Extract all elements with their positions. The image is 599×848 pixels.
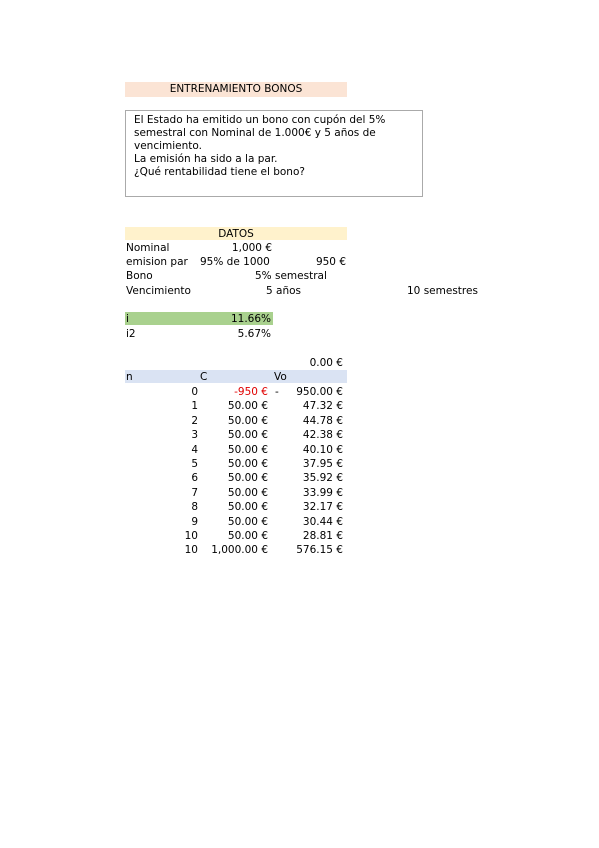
emision-desc: 95% de 1000 bbox=[200, 256, 270, 268]
vencimiento-semesters: 10 semestres bbox=[407, 285, 478, 297]
table-cell-c: 50.00 € bbox=[227, 516, 268, 528]
datos-header bbox=[125, 227, 347, 240]
table-cell-n: 3 bbox=[191, 429, 198, 441]
page-title: ENTRENAMIENTO BONOS bbox=[169, 83, 303, 95]
emision-value: 950 € bbox=[315, 256, 346, 268]
i-row bbox=[125, 312, 273, 325]
statement-line: vencimiento. bbox=[134, 140, 202, 152]
statement-line: semestral con Nominal de 1.000€ y 5 años de bbox=[134, 127, 376, 139]
table-cell-c: 1,000.00 € bbox=[211, 544, 268, 556]
emision-label: emision par bbox=[126, 256, 188, 268]
table-cell-n: 8 bbox=[191, 501, 198, 513]
header-c: C bbox=[200, 371, 208, 383]
table-cell-vo: 40.10 € bbox=[302, 444, 343, 456]
table-cell-vo: 47.32 € bbox=[302, 400, 343, 412]
table-cell-dash: - bbox=[275, 386, 279, 398]
table-cell-n: 2 bbox=[191, 415, 198, 427]
table-cell-vo: 33.99 € bbox=[302, 487, 343, 499]
header-n: n bbox=[126, 371, 133, 383]
table-cell-vo: 576.15 € bbox=[296, 544, 343, 556]
vencimiento-label: Vencimiento bbox=[126, 285, 191, 297]
vencimiento-years: 5 años bbox=[266, 285, 302, 297]
title-band bbox=[125, 82, 347, 97]
table-cell-c: 50.00 € bbox=[227, 487, 268, 499]
datos-header-label: DATOS bbox=[218, 228, 254, 240]
table-cell-c: -950 € bbox=[234, 386, 268, 398]
table-cell-vo: 950.00 € bbox=[296, 386, 343, 398]
table-cell-vo: 35.92 € bbox=[302, 472, 343, 484]
table-cell-c: 50.00 € bbox=[227, 400, 268, 412]
table-cell-vo: 32.17 € bbox=[302, 501, 343, 513]
bono-label: Bono bbox=[126, 270, 153, 282]
i-label: i bbox=[126, 313, 129, 325]
table-cell-n: 10 bbox=[184, 544, 198, 556]
table-cell-n: 1 bbox=[191, 400, 198, 412]
table-header bbox=[125, 370, 347, 383]
i2-label: i2 bbox=[126, 328, 136, 340]
bono-value: 5% semestral bbox=[255, 270, 327, 282]
header-vo: Vo bbox=[274, 371, 287, 383]
table-cell-vo: 30.44 € bbox=[302, 516, 343, 528]
table-cell-c: 50.00 € bbox=[227, 530, 268, 542]
problem-statement bbox=[125, 110, 423, 197]
table-cell-n: 0 bbox=[191, 386, 198, 398]
table-cell-n: 7 bbox=[191, 487, 198, 499]
table-cell-n: 5 bbox=[191, 458, 198, 470]
table-cell-n: 4 bbox=[191, 444, 198, 456]
i-value: 11.66% bbox=[230, 313, 271, 325]
table-cell-c: 50.00 € bbox=[227, 415, 268, 427]
table-cell-n: 9 bbox=[191, 516, 198, 528]
i2-value: 5.67% bbox=[237, 328, 271, 340]
table-cell-c: 50.00 € bbox=[227, 472, 268, 484]
sum-value: 0.00 € bbox=[309, 357, 343, 369]
statement-line: ¿Qué rentabilidad tiene el bono? bbox=[134, 166, 305, 178]
statement-line: El Estado ha emitido un bono con cupón del 5% bbox=[134, 114, 386, 126]
table-cell-vo: 28.81 € bbox=[302, 530, 343, 542]
table-cell-c: 50.00 € bbox=[227, 429, 268, 441]
table-cell-n: 6 bbox=[191, 472, 198, 484]
table-cell-vo: 44.78 € bbox=[302, 415, 343, 427]
table-cell-c: 50.00 € bbox=[227, 444, 268, 456]
nominal-value: 1,000 € bbox=[231, 242, 272, 254]
table-cell-vo: 37.95 € bbox=[302, 458, 343, 470]
table-cell-c: 50.00 € bbox=[227, 501, 268, 513]
table-cell-c: 50.00 € bbox=[227, 458, 268, 470]
table-cell-n: 10 bbox=[184, 530, 198, 542]
table-cell-vo: 42.38 € bbox=[302, 429, 343, 441]
statement-line: La emisión ha sido a la par. bbox=[134, 153, 278, 165]
nominal-label: Nominal bbox=[126, 242, 170, 254]
